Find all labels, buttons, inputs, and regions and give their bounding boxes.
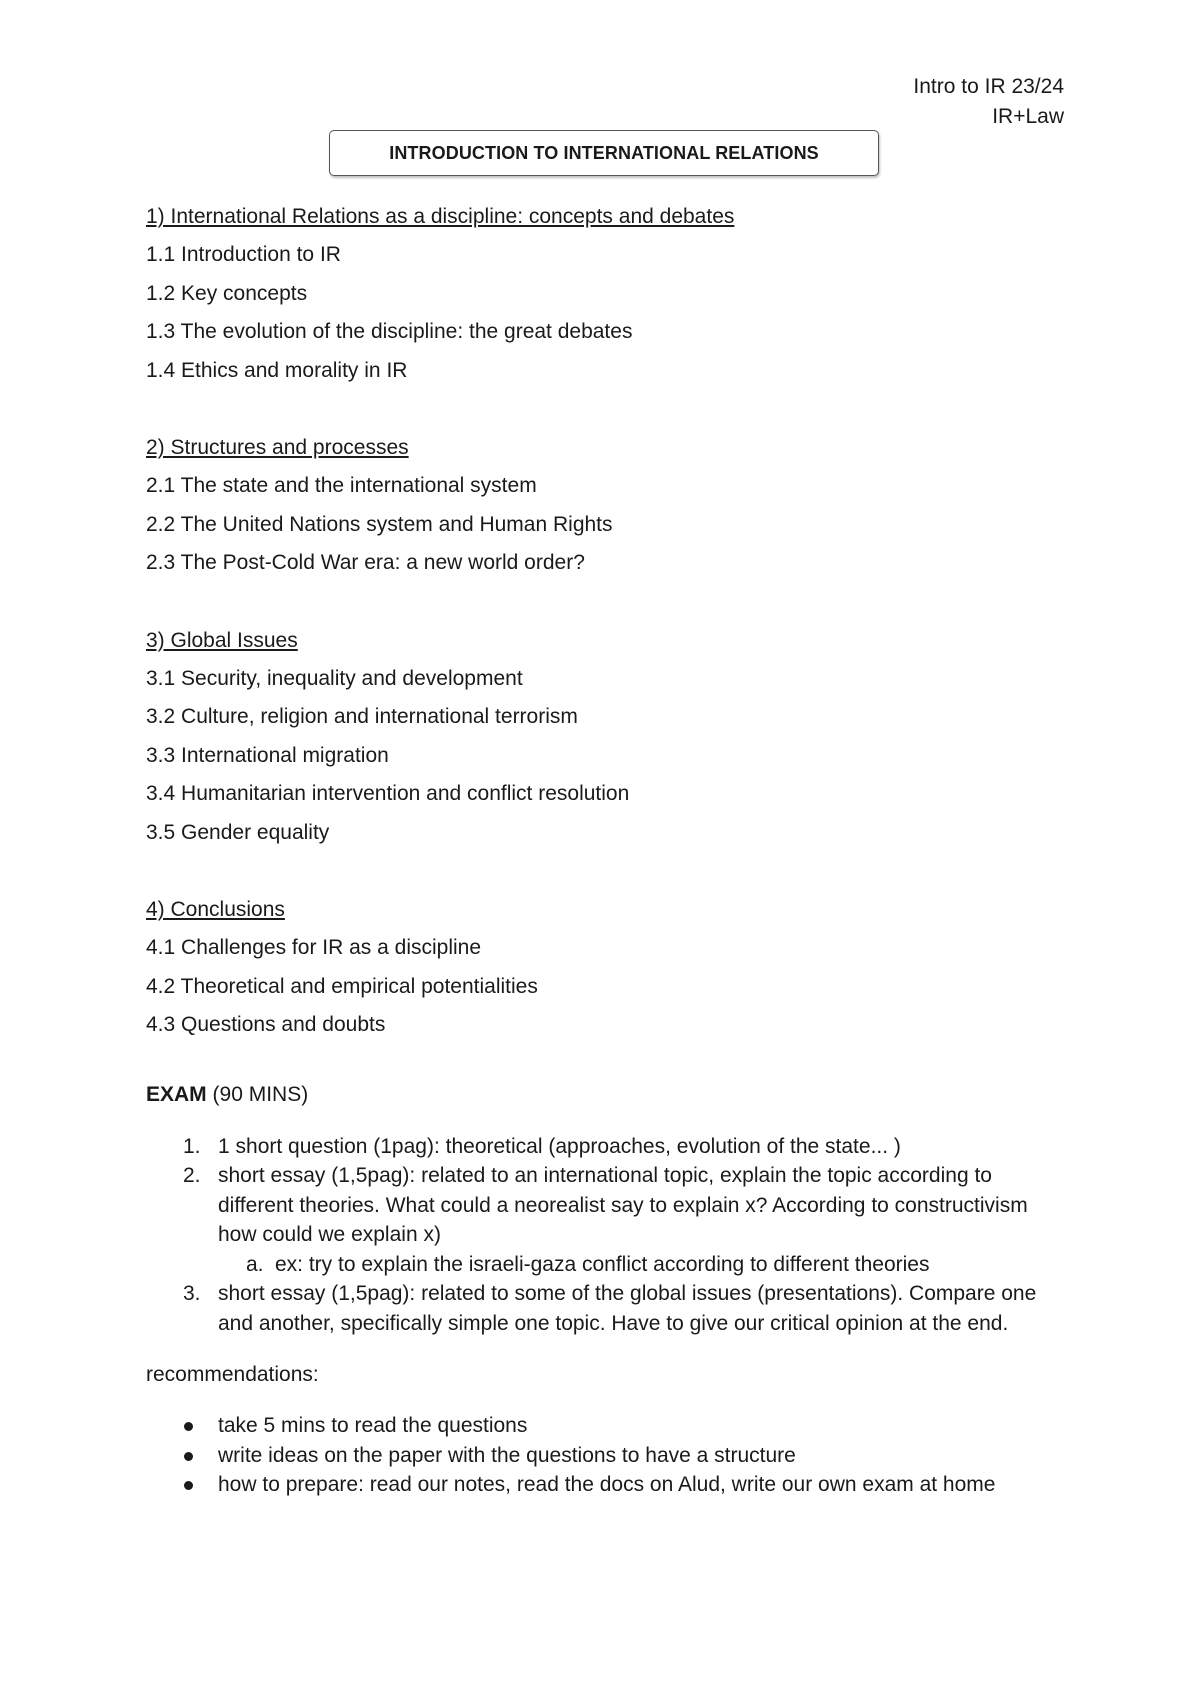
section-heading: 3) Global Issues bbox=[146, 628, 298, 652]
question-text: 1 short question (1pag): theoretical (approaches, evolution of the state... ) bbox=[218, 1134, 901, 1158]
section-2 bbox=[146, 429, 1066, 583]
section-item: 3.5 Gender equality bbox=[146, 820, 330, 844]
list-letter: a. bbox=[246, 1252, 264, 1276]
section-item: 1.1 Introduction to IR bbox=[146, 243, 341, 266]
section-heading: 2) Structures and processes bbox=[146, 436, 409, 459]
list-number: 3. bbox=[183, 1282, 201, 1305]
exam-question bbox=[146, 1161, 1066, 1250]
recommendation-text: take 5 mins to read the questions bbox=[218, 1414, 528, 1437]
recommendations-label: recommendations: bbox=[146, 1363, 319, 1386]
exam-label: EXAM bbox=[146, 1082, 207, 1106]
section-item: 1.2 Key concepts bbox=[146, 281, 308, 305]
recommendation-item bbox=[146, 1411, 1066, 1441]
course-line: Intro to IR 23/24 bbox=[913, 75, 1064, 98]
exam-question-list bbox=[146, 1132, 1066, 1339]
list-number: 1. bbox=[183, 1134, 201, 1158]
sub-item-text: ex: try to explain the israeli-gaza conflict according to different theories bbox=[275, 1252, 930, 1276]
recommendation-text: write ideas on the paper with the questions to have a structure bbox=[218, 1443, 796, 1467]
section-item: 2.2 The United Nations system and Human Rights bbox=[146, 512, 613, 536]
program-line: IR+Law bbox=[992, 105, 1064, 128]
section-heading: 4) Conclusions bbox=[146, 898, 285, 921]
recommendations-list bbox=[146, 1411, 1066, 1500]
section-item: 2.3 The Post-Cold War era: a new world order? bbox=[146, 551, 585, 574]
section-item: 2.1 The state and the international system bbox=[146, 474, 537, 497]
section-1 bbox=[146, 198, 1066, 390]
document-title: INTRODUCTION TO INTERNATIONAL RELATIONS bbox=[389, 142, 819, 163]
title-box bbox=[329, 130, 879, 176]
recommendation-item bbox=[146, 1441, 1066, 1471]
section-4 bbox=[146, 891, 1066, 1045]
page-header bbox=[913, 72, 1064, 132]
question-text: short essay (1,5pag): related to some of the global issues (presentations). Compare one and another, specifically simple one topic. Have to give our critical opinion at the end. bbox=[218, 1282, 1037, 1335]
exam-heading bbox=[146, 1080, 1066, 1110]
section-item: 1.3 The evolution of the discipline: the great debates bbox=[146, 320, 633, 343]
exam-question bbox=[146, 1279, 1066, 1338]
section-item: 4.1 Challenges for IR as a discipline bbox=[146, 936, 482, 959]
section-item: 4.2 Theoretical and empirical potentialities bbox=[146, 974, 538, 998]
exam-question bbox=[146, 1132, 1066, 1162]
section-3 bbox=[146, 622, 1066, 853]
section-item: 3.3 International migration bbox=[146, 743, 389, 767]
exam-sub-item bbox=[146, 1250, 1066, 1280]
bullet-icon bbox=[184, 1481, 193, 1490]
document-content bbox=[146, 198, 1066, 1500]
section-heading: 1) International Relations as a discipline: concepts and debates bbox=[146, 205, 735, 228]
section-item: 3.4 Humanitarian intervention and conflict resolution bbox=[146, 782, 630, 805]
section-item: 4.3 Questions and doubts bbox=[146, 1013, 386, 1036]
list-number: 2. bbox=[183, 1164, 201, 1187]
bullet-icon bbox=[184, 1452, 193, 1461]
section-item: 3.2 Culture, religion and international terrorism bbox=[146, 705, 578, 728]
section-item: 3.1 Security, inequality and development bbox=[146, 666, 523, 690]
section-item: 1.4 Ethics and morality in IR bbox=[146, 358, 408, 382]
recommendation-text: how to prepare: read our notes, read the docs on Alud, write our own exam at home bbox=[218, 1473, 996, 1496]
bullet-icon bbox=[184, 1422, 193, 1431]
recommendation-item bbox=[146, 1470, 1066, 1500]
exam-duration: (90 MINS) bbox=[206, 1082, 309, 1106]
question-text: short essay (1,5pag): related to an international topic, explain the topic according to different theories. What could a neorealist say to explain x? According to constructivism how could we explain x) bbox=[218, 1164, 1028, 1246]
